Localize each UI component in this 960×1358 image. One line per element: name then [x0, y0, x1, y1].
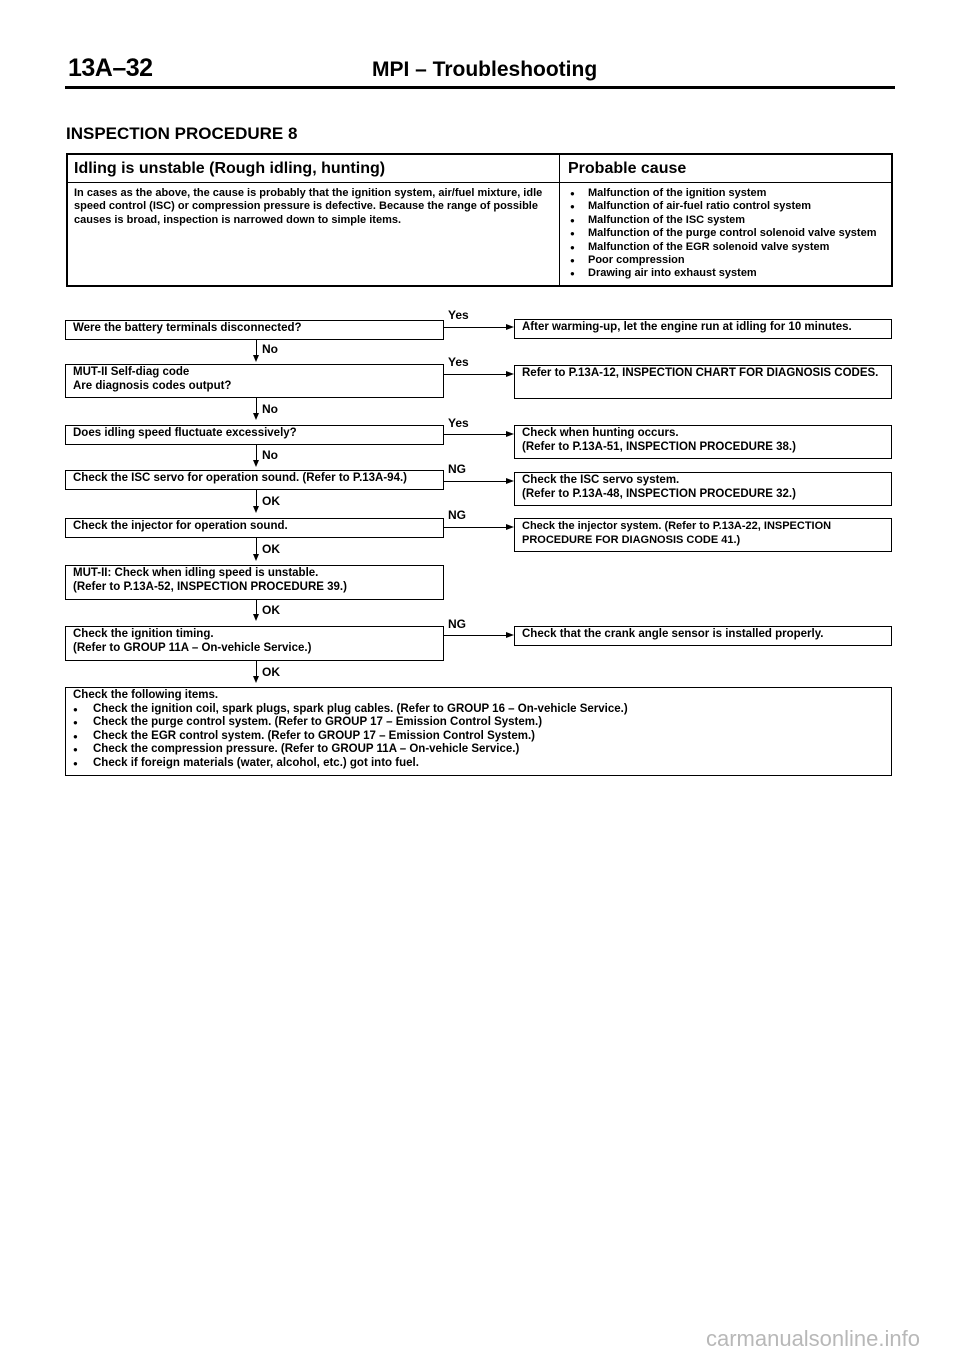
label-yes: Yes	[448, 416, 469, 430]
label-yes: Yes	[448, 355, 469, 369]
outcome-text: (Refer to P.13A-48, INSPECTION PROCEDURE 32.)	[522, 487, 796, 500]
arrow-down-icon	[253, 413, 259, 420]
arrow-down-icon	[253, 614, 259, 621]
outcome-text: Check the injector system. (Refer to P.13A-22, INSPECTION PROCEDURE FOR DIAGNOSIS CODE 41.)	[522, 520, 832, 546]
connector	[256, 600, 257, 614]
step-text: (Refer to P.13A-52, INSPECTION PROCEDURE 39.)	[73, 580, 347, 593]
connector	[256, 398, 257, 413]
connector	[444, 527, 506, 528]
symptom-title: Idling is unstable (Rough idling, hunting)	[74, 160, 386, 177]
outcome-injector-system	[514, 518, 892, 552]
arrow-right-icon	[506, 324, 514, 330]
step-text: Check the ignition timing.	[73, 628, 214, 640]
final-check-item: ● Check the purge control system. (Refer to GROUP 17 – Emission Control System.)	[73, 716, 884, 730]
outcome-text: Check the ISC servo system.	[522, 474, 680, 486]
arrow-down-icon	[253, 676, 259, 683]
step-text: Are diagnosis codes output?	[73, 379, 232, 392]
outcome-warm-up	[514, 319, 892, 339]
arrow-down-icon	[253, 355, 259, 362]
symptom-table-divider	[559, 155, 560, 285]
final-check-item: ● Check if foreign materials (water, alcohol, etc.) got into fuel.	[73, 757, 884, 771]
outcome-text: (Refer to P.13A-51, INSPECTION PROCEDURE 38.)	[522, 440, 796, 453]
symptom-table-header-rule	[68, 182, 891, 183]
connector	[256, 445, 257, 460]
cause-item: ● Malfunction of the ISC system	[570, 214, 877, 227]
label-ok: OK	[262, 494, 280, 508]
cause-item: ● Malfunction of the ignition system	[570, 187, 877, 200]
cause-item: ● Poor compression	[570, 254, 877, 267]
step-text: Check the ISC servo for operation sound. (Refer to P.13A-94.)	[73, 472, 407, 484]
arrow-right-icon	[506, 431, 514, 437]
connector	[444, 327, 506, 328]
arrow-down-icon	[253, 460, 259, 467]
cause-item: ● Malfunction of the purge control solenoid valve system	[570, 227, 877, 240]
step-mut-ii-unstable	[65, 565, 444, 600]
cause-item: ● Malfunction of the EGR solenoid valve system	[570, 241, 877, 254]
page-title: MPI – Troubleshooting	[372, 58, 598, 81]
final-check-item: ● Check the ignition coil, spark plugs, spark plug cables. (Refer to GROUP 16 – On-vehicle Service.)	[73, 703, 884, 717]
arrow-right-icon	[506, 371, 514, 377]
arrow-down-icon	[253, 506, 259, 513]
procedure-title: INSPECTION PROCEDURE 8	[66, 124, 298, 143]
connector	[444, 434, 506, 435]
step-battery-terminals	[65, 320, 444, 340]
label-no: No	[262, 342, 278, 356]
step-text: Check the injector for operation sound.	[73, 520, 288, 532]
final-checks-list	[73, 703, 884, 771]
label-no: No	[262, 448, 278, 462]
arrow-right-icon	[506, 632, 514, 638]
label-ng: NG	[448, 617, 466, 631]
step-idling-fluctuate	[65, 425, 444, 445]
connector	[444, 374, 506, 375]
step-text: Does idling speed fluctuate excessively?	[73, 427, 297, 439]
outcome-isc-servo-system	[514, 472, 892, 506]
outcome-text: Check that the crank angle sensor is installed properly.	[522, 628, 824, 640]
step-ignition-timing	[65, 626, 444, 661]
step-text: Were the battery terminals disconnected?	[73, 322, 302, 334]
connector	[256, 661, 257, 676]
connector	[256, 490, 257, 506]
header-rule	[65, 86, 895, 89]
step-isc-servo-sound	[65, 470, 444, 490]
page-number: 13A–32	[68, 54, 153, 82]
cause-item: ● Malfunction of air-fuel ratio control system	[570, 200, 877, 213]
connector	[256, 340, 257, 355]
arrow-down-icon	[253, 554, 259, 561]
step-text: (Refer to GROUP 11A – On-vehicle Service.)	[73, 641, 312, 654]
watermark: carmanualsonline.info	[705, 1326, 920, 1351]
label-ng: NG	[448, 508, 466, 522]
outcome-hunting	[514, 425, 892, 459]
step-text: MUT-II: Check when idling speed is unstable.	[73, 567, 319, 579]
arrow-right-icon	[506, 524, 514, 530]
connector	[444, 481, 506, 482]
connector	[256, 538, 257, 554]
label-yes: Yes	[448, 308, 469, 322]
symptom-description: In cases as the above, the cause is probably that the ignition system, air/fuel mixture, idle speed control (ISC) or compression pressure is defective. Because the range of possible causes is broad, inspection is narrowed down to simple items.	[74, 187, 543, 226]
probable-cause-list	[570, 187, 877, 281]
label-ok: OK	[262, 665, 280, 679]
label-ng: NG	[448, 462, 466, 476]
label-ok: OK	[262, 603, 280, 617]
final-checks-title: Check the following items.	[73, 689, 219, 701]
step-self-diag	[65, 364, 444, 398]
step-injector-sound	[65, 518, 444, 538]
final-check-item: ● Check the EGR control system. (Refer to GROUP 17 – Emission Control System.)	[73, 730, 884, 744]
label-no: No	[262, 402, 278, 416]
step-text: MUT-II Self-diag code	[73, 366, 190, 378]
outcome-diagnosis-chart	[514, 365, 892, 399]
outcome-text: Check when hunting occurs.	[522, 427, 679, 439]
outcome-text: After warming-up, let the engine run at idling for 10 minutes.	[522, 321, 852, 333]
final-check-item: ● Check the compression pressure. (Refer to GROUP 11A – On-vehicle Service.)	[73, 743, 884, 757]
probable-cause-title: Probable cause	[568, 160, 687, 177]
arrow-right-icon	[506, 478, 514, 484]
cause-item: ● Drawing air into exhaust system	[570, 267, 877, 280]
outcome-text: Refer to P.13A-12, INSPECTION CHART FOR DIAGNOSIS CODES.	[522, 367, 879, 379]
connector	[444, 635, 506, 636]
outcome-crank-angle-sensor	[514, 626, 892, 646]
label-ok: OK	[262, 542, 280, 556]
final-checks-box	[65, 687, 892, 776]
